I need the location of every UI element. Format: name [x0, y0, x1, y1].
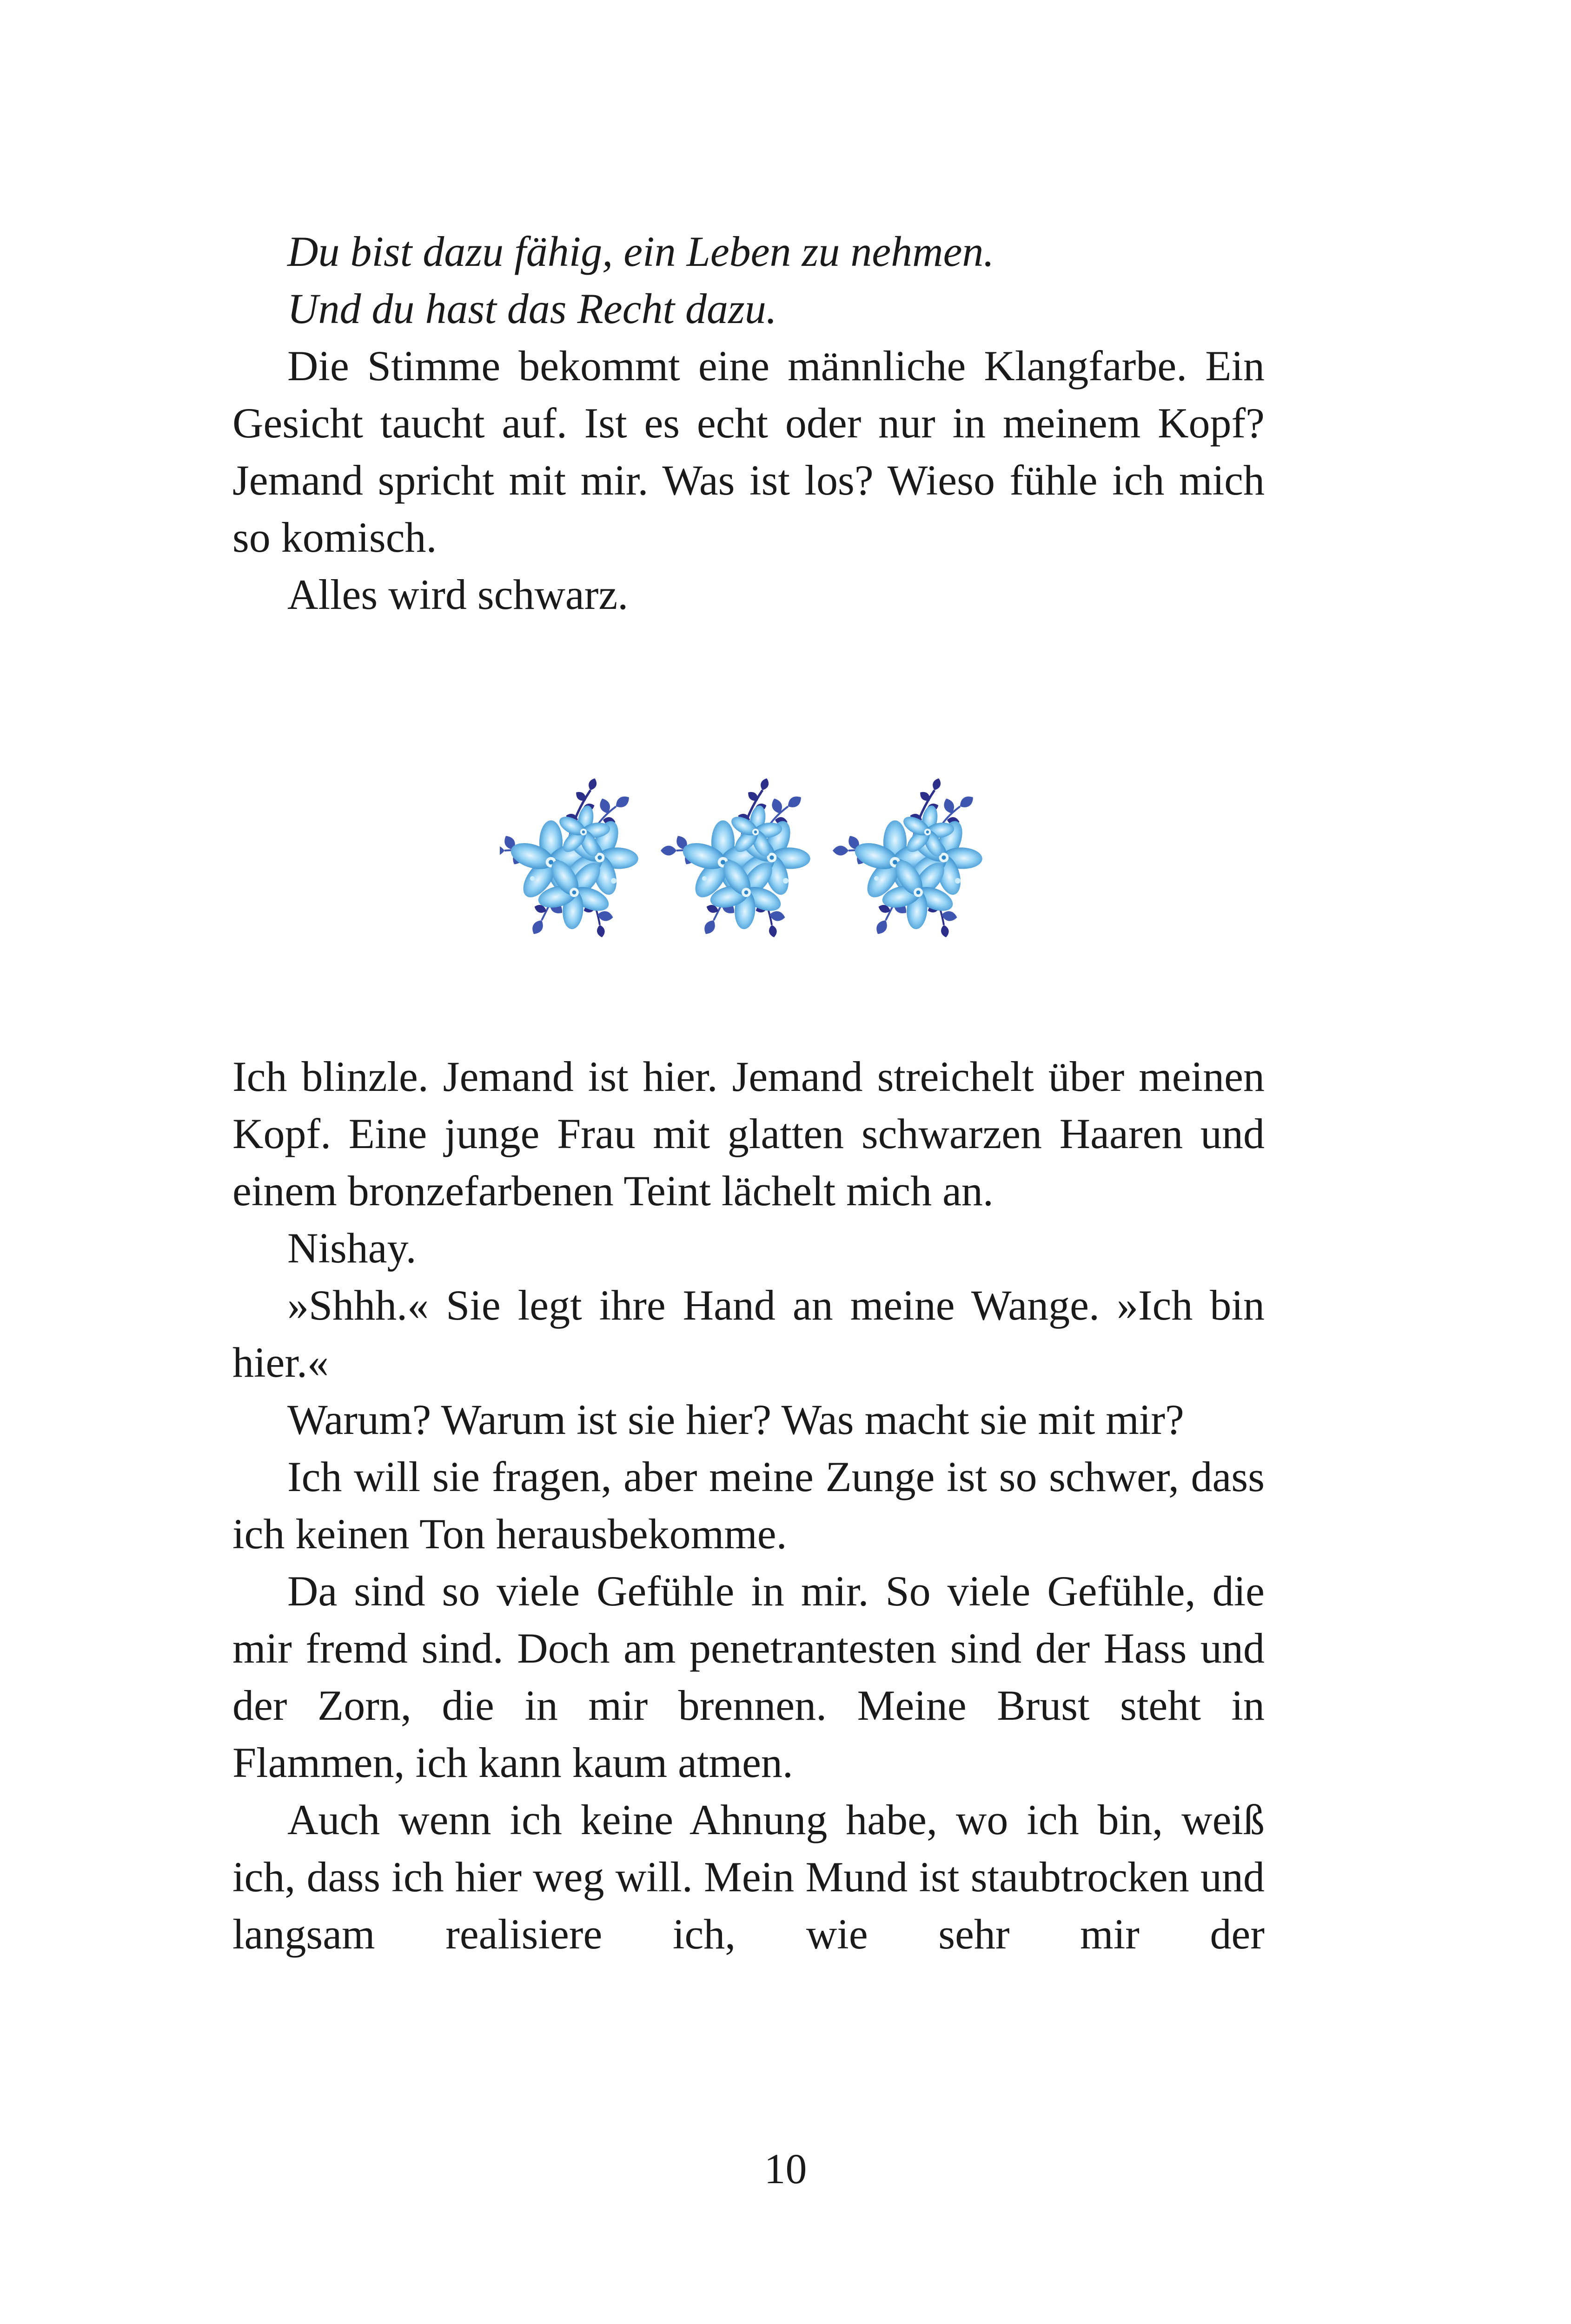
paragraph-nishay: Nishay. [287, 1224, 417, 1272]
section-two-text [232, 1048, 1265, 1963]
flower-cluster-icon [661, 777, 822, 944]
paragraph-ask: Ich will sie fragen, aber meine Zunge ist so schwer, dass ich keinen Ton herausbekomme. [232, 1453, 1265, 1558]
paragraph-why: Warum? Warum ist sie hier? Was macht sie mit mir? [287, 1396, 1184, 1443]
paragraph-blink: Ich blinzle. Jemand ist hier. Jemand streichelt über meinen Kopf. Eine junge Frau mit glatten schwarzen Haaren und einem bronzefarbenen Teint lächelt mich an. [232, 1053, 1265, 1215]
section-one-text [232, 223, 1265, 623]
flower-cluster-icon [500, 777, 650, 944]
italic-line-2: Und du hast das Recht dazu. [287, 285, 777, 332]
paragraph-shhh: »Shhh.« Sie legt ihre Hand an meine Wange. »Ich bin hier.« [232, 1281, 1265, 1386]
paragraph-voice: Die Stimme bekommt eine männliche Klangfarbe. Ein Gesicht taucht auf. Ist es echt oder nur in meinem Kopf? Jemand spricht mit mir. Was ist los? Wieso fühle ich mich so komisch. [232, 342, 1265, 561]
italic-line-1: Du bist dazu fähig, ein Leben zu nehmen. [287, 228, 994, 275]
flower-cluster-icon [833, 777, 993, 944]
section-break-ornament [500, 776, 993, 944]
paragraph-feelings: Da sind so viele Gefühle in mir. So viele Gefühle, die mir fremd sind. Doch am penetrantesten sind der Hass und der Zorn, die in mir brennen. Meine Brust steht in Flammen, ich kann kaum atmen. [232, 1567, 1265, 1786]
paragraph-leave: Auch wenn ich keine Ahnung habe, wo ich bin, weiß ich, dass ich hier weg will. Mein Mund ist staubtrocken und langsam realisiere ich, wie sehr mir der [232, 1796, 1265, 1958]
paragraph-black: Alles wird schwarz. [287, 571, 629, 618]
page-number: 10 [764, 2145, 807, 2192]
